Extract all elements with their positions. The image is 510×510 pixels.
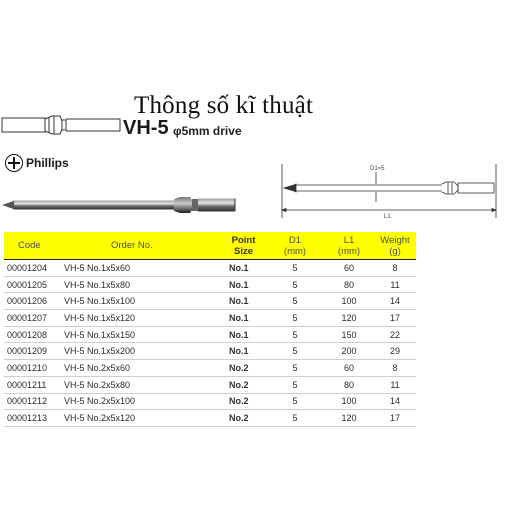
bit-type-label: Phillips [26, 156, 69, 170]
cell-point-size: No.2 [221, 393, 266, 410]
table-row [4, 410, 416, 427]
cell-order: VH-5 No.1x5x200 [61, 343, 221, 360]
cell-l1: 80 [324, 276, 374, 293]
cell-point-size: No.1 [221, 310, 266, 327]
col-header-order: Order No. [61, 232, 221, 260]
cell-point-size: No.1 [221, 293, 266, 310]
cell-l1: 100 [324, 393, 374, 410]
cell-code: 00001206 [4, 293, 61, 310]
cell-l1: 60 [324, 360, 374, 377]
cell-order: VH-5 No.1x5x120 [61, 310, 221, 327]
cell-point-size: No.1 [221, 276, 266, 293]
table-row [4, 343, 416, 360]
dimension-diagram [276, 160, 502, 224]
cell-d1: 5 [266, 360, 324, 377]
model-name: VH-5 [123, 117, 169, 139]
cell-code: 00001209 [4, 343, 61, 360]
table-row [4, 360, 416, 377]
cell-order: VH-5 No.1x5x60 [61, 260, 221, 277]
cell-l1: 120 [324, 310, 374, 327]
cell-code: 00001212 [4, 393, 61, 410]
cell-d1: 5 [266, 276, 324, 293]
cell-point-size: No.1 [221, 326, 266, 343]
table-row [4, 276, 416, 293]
l1-dimension-label: L1 [384, 214, 391, 220]
cell-d1: 5 [266, 293, 324, 310]
table-row [4, 260, 416, 277]
cell-l1: 200 [324, 343, 374, 360]
cell-order: VH-5 No.2x5x120 [61, 410, 221, 427]
cell-order: VH-5 No.2x5x60 [61, 360, 221, 377]
cell-l1: 150 [324, 326, 374, 343]
table-row [4, 326, 416, 343]
cell-code: 00001210 [4, 360, 61, 377]
bit-outline-drawing [0, 112, 122, 138]
drive-spec: φ5mm drive [173, 124, 242, 138]
cell-point-size: No.2 [221, 376, 266, 393]
d1-dimension-label: D1=5 [370, 166, 385, 172]
cell-weight: 11 [374, 376, 416, 393]
bit-photo [2, 192, 238, 218]
cell-weight: 22 [374, 326, 416, 343]
cell-weight: 8 [374, 260, 416, 277]
cell-d1: 5 [266, 410, 324, 427]
cell-weight: 14 [374, 393, 416, 410]
cell-point-size: No.1 [221, 343, 266, 360]
cell-order: VH-5 No.1x5x100 [61, 293, 221, 310]
cell-d1: 5 [266, 260, 324, 277]
col-header-weight: Weight (g) [374, 232, 416, 260]
cell-d1: 5 [266, 310, 324, 327]
cell-l1: 60 [324, 260, 374, 277]
cell-d1: 5 [266, 343, 324, 360]
cell-order: VH-5 No.2x5x100 [61, 393, 221, 410]
cell-code: 00001213 [4, 410, 61, 427]
table-row [4, 376, 416, 393]
cell-point-size: No.2 [221, 410, 266, 427]
spec-table [4, 232, 416, 427]
cell-l1: 80 [324, 376, 374, 393]
phillips-cross-icon [5, 154, 23, 172]
cell-d1: 5 [266, 393, 324, 410]
cell-weight: 14 [374, 293, 416, 310]
table-row [4, 393, 416, 410]
cell-order: VH-5 No.1x5x150 [61, 326, 221, 343]
cell-order: VH-5 No.2x5x80 [61, 376, 221, 393]
cell-weight: 11 [374, 276, 416, 293]
cell-weight: 17 [374, 410, 416, 427]
col-header-code: Code [4, 232, 61, 260]
cell-weight: 29 [374, 343, 416, 360]
table-row [4, 293, 416, 310]
cell-weight: 8 [374, 360, 416, 377]
cell-point-size: No.1 [221, 260, 266, 277]
cell-code: 00001207 [4, 310, 61, 327]
table-header-row [4, 232, 416, 260]
cell-code: 00001204 [4, 260, 61, 277]
page-title: Thông số kĩ thuật [134, 92, 314, 119]
cell-code: 00001208 [4, 326, 61, 343]
col-header-point-size: Point Size [221, 232, 266, 260]
cell-order: VH-5 No.1x5x80 [61, 276, 221, 293]
cell-point-size: No.2 [221, 360, 266, 377]
col-header-l1: L1 (mm) [324, 232, 374, 260]
cell-l1: 100 [324, 293, 374, 310]
cell-code: 00001211 [4, 376, 61, 393]
cell-d1: 5 [266, 376, 324, 393]
cell-code: 00001205 [4, 276, 61, 293]
cell-d1: 5 [266, 326, 324, 343]
col-header-d1: D1 (mm) [266, 232, 324, 260]
cell-weight: 17 [374, 310, 416, 327]
cell-l1: 120 [324, 410, 374, 427]
table-row [4, 310, 416, 327]
